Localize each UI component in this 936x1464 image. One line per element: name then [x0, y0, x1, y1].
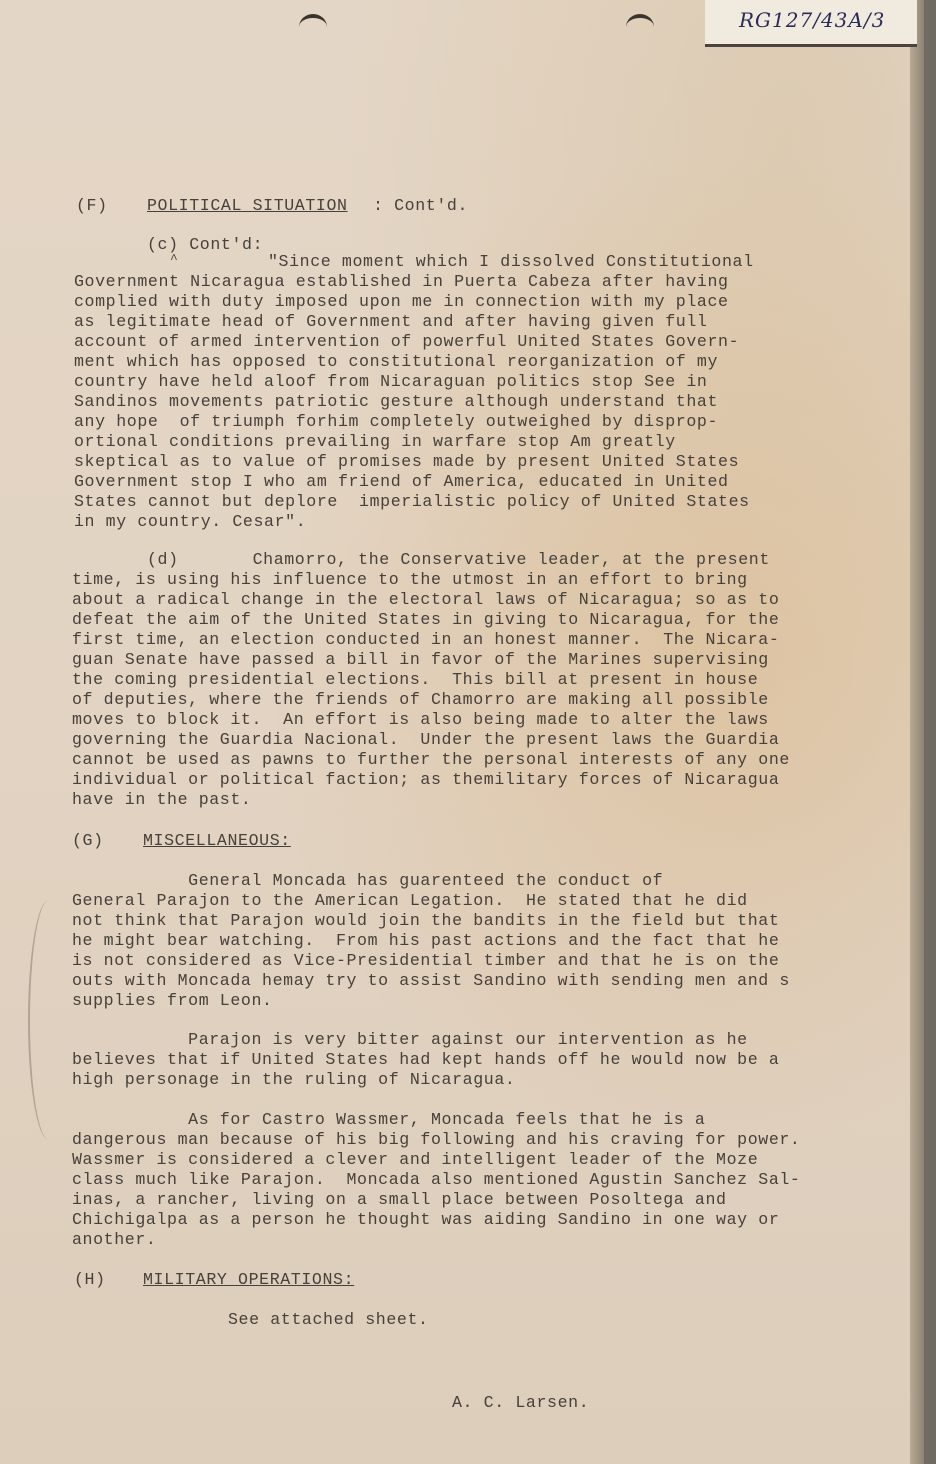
quote-line: ment which has opposed to constitutional reorganization of my — [74, 352, 719, 371]
paragraph-line: governing the Guardia Nacional. Under the present laws the Guardia — [72, 730, 780, 749]
quote-line: as legitimate head of Government and after having given full — [74, 312, 708, 331]
section-h-heading: MILITARY OPERATIONS: — [143, 1270, 355, 1289]
signature-name: A. C. Larsen. — [452, 1393, 590, 1412]
paragraph-line: high personage in the ruling of Nicaragua. — [72, 1070, 516, 1089]
paragraph-line: time, is using his influence to the utmost in an effort to bring — [72, 570, 748, 589]
paragraph-line: cannot be used as pawns to further the personal interests of any one — [72, 750, 790, 769]
quote-line: in my country. Cesar". — [74, 512, 307, 531]
paragraph-line: As for Castro Wassmer, Moncada feels that he is a — [72, 1110, 706, 1129]
paragraph-line: (d) Chamorro, the Conservative leader, at the present — [147, 550, 770, 569]
paragraph-line: inas, a rancher, living on a small place between Posoltega and — [72, 1190, 727, 1209]
section-g-label: (G) — [72, 831, 104, 850]
section-f-heading: POLITICAL SITUATION — [147, 196, 348, 215]
insertion-caret: ^ — [170, 252, 179, 267]
margin-pencil-mark — [28, 900, 70, 1140]
paragraph-line: of deputies, where the friends of Chamorro are making all possible — [72, 690, 769, 709]
paragraph-line: another. — [72, 1230, 157, 1249]
section-g-heading: MISCELLANEOUS: — [143, 831, 291, 850]
section-h-label: (H) — [74, 1270, 106, 1289]
quote-line: States cannot but deplore imperialistic policy of United States — [74, 492, 750, 511]
quote-line: skeptical as to value of promises made by present United States — [74, 452, 740, 471]
paragraph-line: outs with Moncada hemay try to assist Sandino with sending men and s — [72, 971, 790, 990]
paragraph-line: Parajon is very bitter against our intervention as he — [72, 1030, 748, 1049]
paragraph-line: first time, an election conducted in an honest manner. The Nicara- — [72, 630, 780, 649]
paragraph-line: dangerous man because of his big following and his craving for power. — [72, 1130, 801, 1149]
section-f-label: (F) — [76, 196, 108, 215]
paragraph-line: General Parajon to the American Legation. He stated that he did — [72, 891, 748, 910]
quote-line: "Since moment which I dissolved Constitutional — [268, 252, 754, 271]
punch-hole-icon — [299, 14, 327, 40]
subsection-c-label: (c) Cont'd: — [147, 235, 264, 254]
section-f-heading-suffix: : Cont'd. — [373, 196, 469, 215]
paragraph-line: defeat the aim of the United States in giving to Nicaragua, for the — [72, 610, 780, 629]
quote-line: Government Nicaragua established in Puerta Cabeza after having — [74, 272, 729, 291]
punch-hole-icon — [626, 14, 654, 40]
quote-line: account of armed intervention of powerful United States Govern- — [74, 332, 740, 351]
reference-number-label: RG127/43A/3 — [705, 0, 917, 44]
paragraph-line: have in the past. — [72, 790, 252, 809]
paragraph-line: not think that Parajon would join the bandits in the field but that — [72, 911, 780, 930]
paragraph-line: Wassmer is considered a clever and intelligent leader of the Moze — [72, 1150, 759, 1169]
paragraph-line: moves to block it. An effort is also being made to alter the laws — [72, 710, 769, 729]
paragraph-line: class much like Parajon. Moncada also mentioned Agustin Sanchez Sal- — [72, 1170, 801, 1189]
quote-line: Government stop I who am friend of America, educated in United — [74, 472, 729, 491]
paragraph-line: guan Senate have passed a bill in favor of the Marines supervising — [72, 650, 769, 669]
page-edge-shadow — [910, 0, 924, 1464]
paragraph-line: General Moncada has guarenteed the conduct of — [72, 871, 664, 890]
paragraph-line: supplies from Leon. — [72, 991, 273, 1010]
paragraph-line: Chichigalpa as a person he thought was aiding Sandino in one way or — [72, 1210, 780, 1229]
paragraph-line: about a radical change in the electoral laws of Nicaragua; so as to — [72, 590, 780, 609]
quote-line: complied with duty imposed upon me in connection with my place — [74, 292, 729, 311]
quote-line: country have held aloof from Nicaraguan politics stop See in — [74, 372, 708, 391]
paragraph-line: individual or political faction; as themilitary forces of Nicaragua — [72, 770, 780, 789]
quote-line: Sandinos movements patriotic gesture although understand that — [74, 392, 719, 411]
quote-line: any hope of triumph forhim completely outweighed by disprop- — [74, 412, 719, 431]
quote-line: ortional conditions prevailing in warfare stop Am greatly — [74, 432, 676, 451]
paragraph-line: he might bear watching. From his past actions and the fact that he — [72, 931, 780, 950]
paragraph-line: is not considered as Vice-Presidential timber and that he is on the — [72, 951, 780, 970]
section-h-body: See attached sheet. — [228, 1310, 429, 1329]
paragraph-line: the coming presidential elections. This bill at present in house — [72, 670, 759, 689]
paragraph-line: believes that if United States had kept hands off he would now be a — [72, 1050, 780, 1069]
